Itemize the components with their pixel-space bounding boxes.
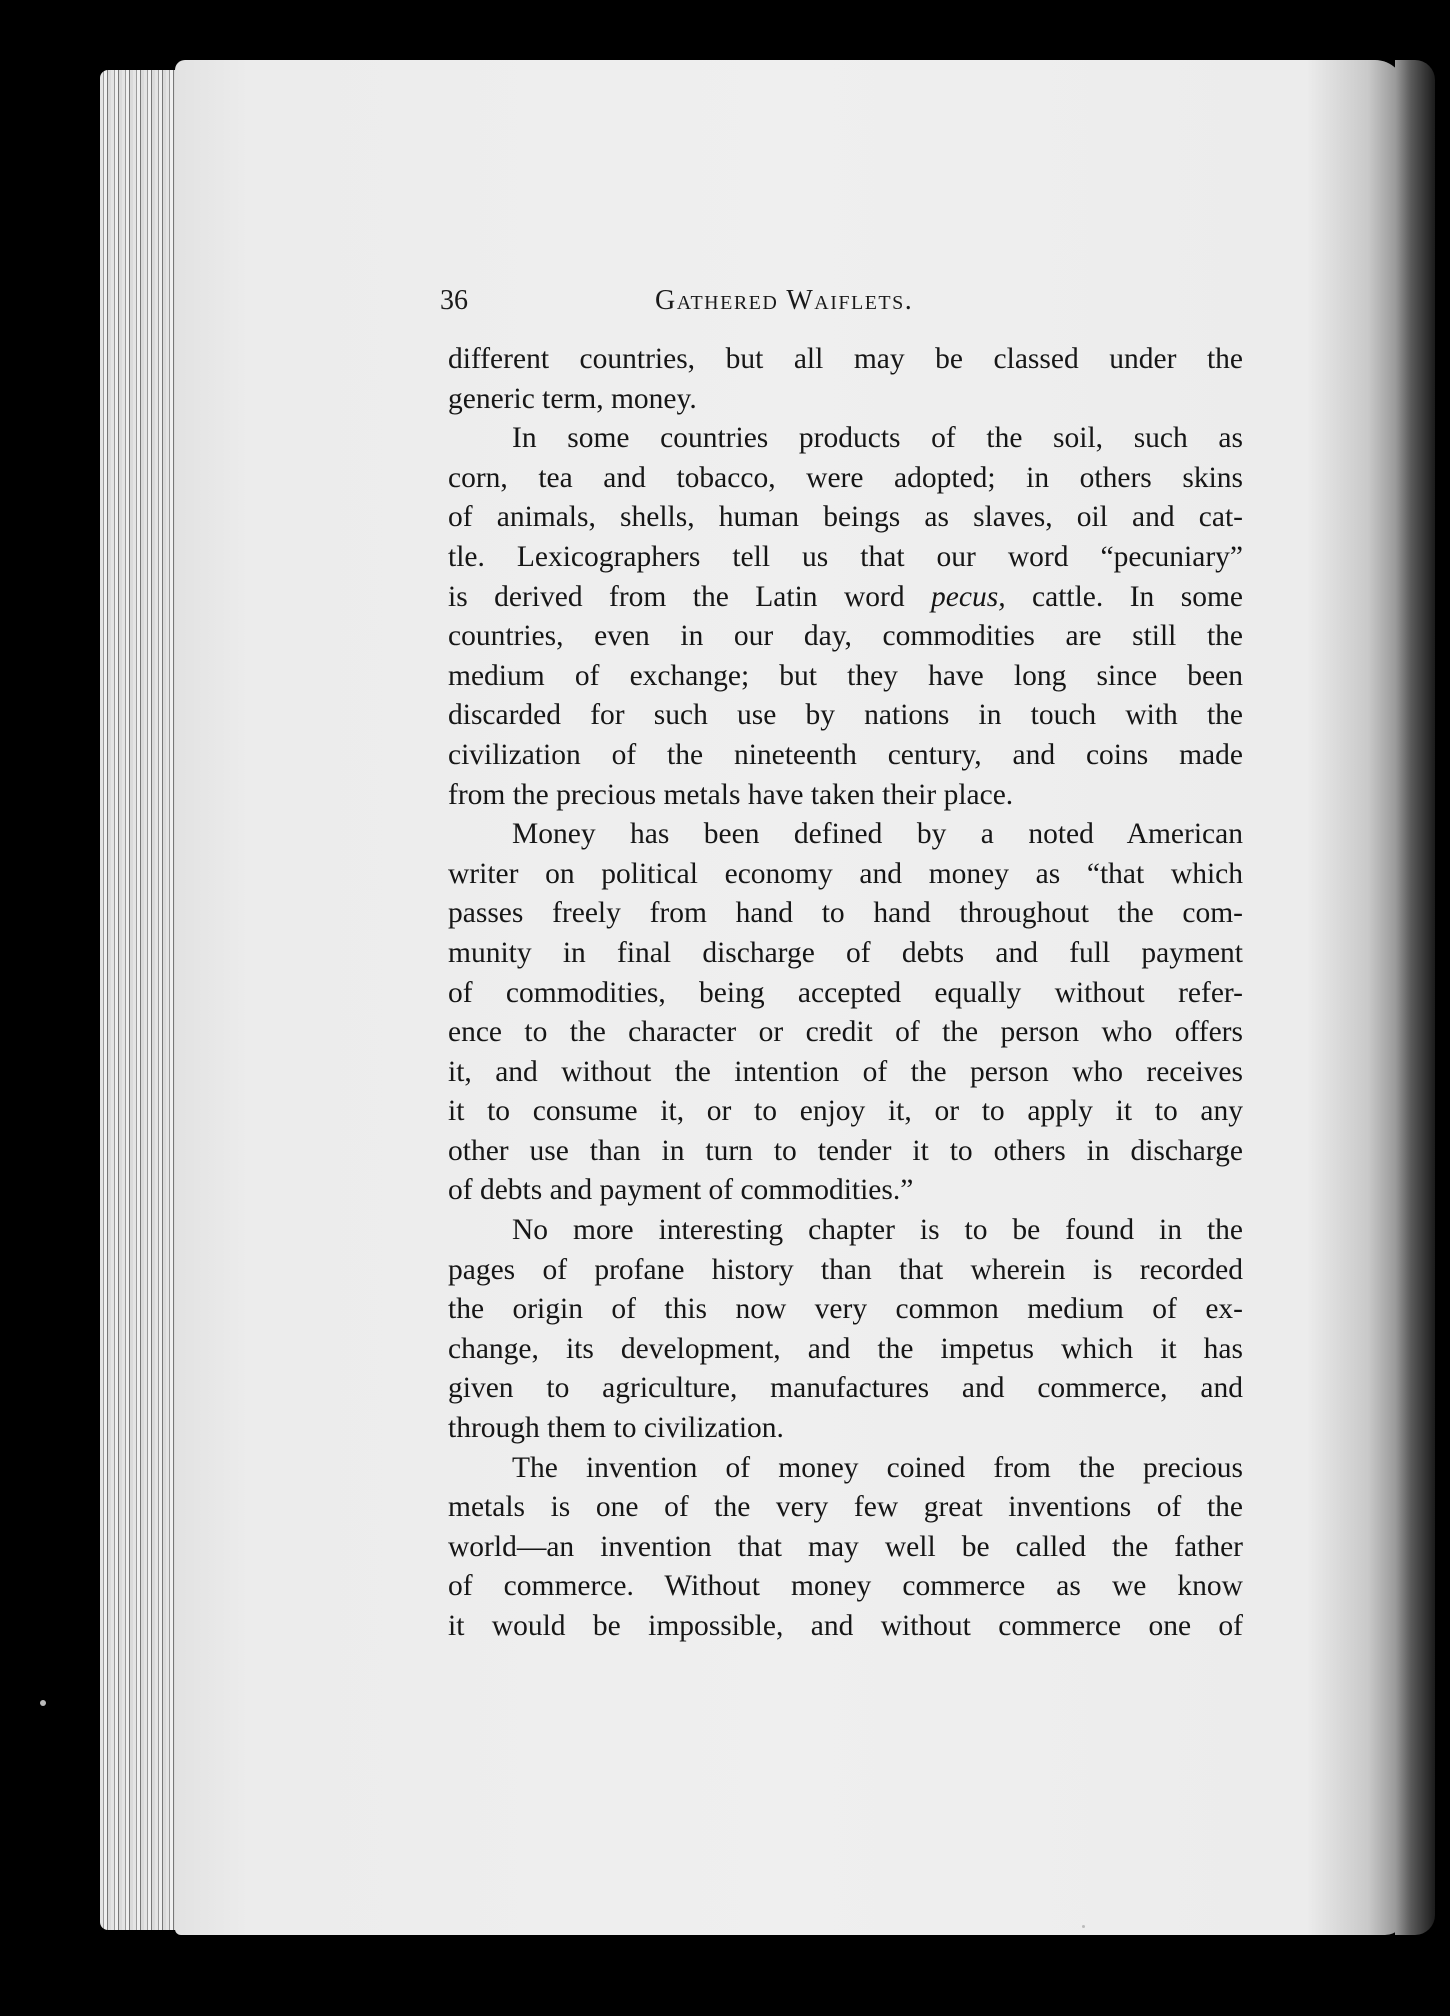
text-line: it, and without the intention of the person who receives <box>448 1055 1243 1088</box>
text-line: countries, even in our day, commodities are still the <box>448 620 1243 653</box>
text-line: the origin of this now very common medium of ex- <box>448 1293 1243 1326</box>
text-line: tle. Lexicographers tell us that our word “pecuniary” <box>448 540 1243 573</box>
scan-speck <box>40 1700 46 1706</box>
text-line: metals is one of the very few great inventions of the <box>448 1491 1243 1524</box>
text-line <box>448 578 1243 618</box>
text-line: from the precious metals have taken their place. <box>448 778 1014 811</box>
running-head <box>440 285 1020 325</box>
text-line: of debts and payment of commodities.” <box>448 1174 914 1207</box>
text-line: ence to the character or credit of the person who offers <box>448 1016 1243 1049</box>
text-segment: cattle. In some <box>1005 580 1243 613</box>
text-line: pages of profane history than that wherein is recorded <box>448 1253 1243 1286</box>
text-line: In some countries products of the soil, such as <box>512 422 1243 455</box>
text-line: it to consume it, or to enjoy it, or to apply it to any <box>448 1095 1243 1128</box>
text-line: No more interesting chapter is to be found in the <box>512 1214 1243 1247</box>
text-line: of animals, shells, human beings as slaves, oil and cat- <box>448 501 1243 534</box>
text-line: it would be impossible, and without commerce one of <box>448 1610 1243 1642</box>
text-line: world—an invention that may well be called the father <box>448 1530 1243 1563</box>
text-line: passes freely from hand to hand throughout the com- <box>448 897 1243 930</box>
text-line: of commerce. Without money commerce as we know <box>448 1570 1243 1603</box>
text-line: of commodities, being accepted equally without refer- <box>448 976 1243 1009</box>
scan-speck <box>1082 1925 1085 1928</box>
page-number: 36 <box>440 285 468 316</box>
text-line: discarded for such use by nations in touch with the <box>448 699 1243 732</box>
text-line: Money has been defined by a noted American <box>512 818 1243 851</box>
text-line: medium of exchange; but they have long since been <box>448 659 1243 692</box>
text-line: munity in final discharge of debts and full payment <box>448 936 1243 969</box>
page-curl-shadow <box>1395 60 1435 1935</box>
italic-word: pecus, <box>931 580 1006 613</box>
running-title: Gathered Waiflets. <box>655 285 914 316</box>
text-segment: is derived from the Latin word <box>448 580 932 613</box>
text-line: The invention of money coined from the precious <box>512 1451 1243 1484</box>
text-line: writer on political economy and money as “that which <box>448 857 1243 890</box>
text-line: change, its development, and the impetus which it has <box>448 1332 1243 1365</box>
text-line: different countries, but all may be classed under the <box>448 343 1243 375</box>
text-line: corn, tea and tobacco, were adopted; in others skins <box>448 461 1243 494</box>
body-text <box>448 340 1243 1647</box>
text-line: generic term, money. <box>448 382 697 415</box>
text-line: civilization of the nineteenth century, and coins made <box>448 738 1243 771</box>
text-line: through them to civilization. <box>448 1412 784 1445</box>
text-line: other use than in turn to tender it to others in discharge <box>448 1134 1243 1167</box>
text-line: given to agriculture, manufactures and commerce, and <box>448 1372 1243 1405</box>
